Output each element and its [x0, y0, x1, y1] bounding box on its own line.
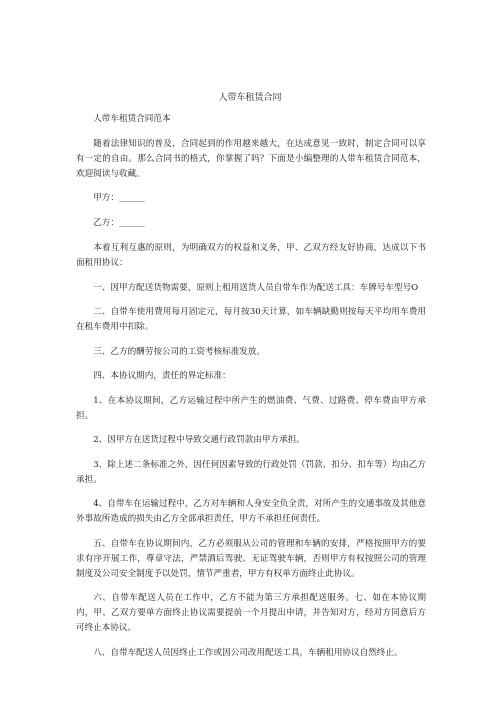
paragraph-item-1: 1、在本协议期间，乙方运输过程中所产生的燃油费、气费、过路费、停车费由甲方承担。: [76, 395, 426, 421]
paragraph-item-2: 2、因甲方在送货过程中导致交通行政罚款由甲方承担。: [93, 435, 305, 445]
paragraph-clause-3: 三、乙方的酬劳按公司的工资考核标准发放。: [93, 346, 266, 357]
paragraph-clause-8: 八、自带车配送人员因终止工作或因公司改用配送工具，车辆租用协议自然终止。: [93, 647, 403, 658]
document-body: [76, 112, 426, 670]
paragraph-clause-6-7: 六、自带车配送人员在工作中，乙方不能为第三方承担配送服务。七、如在本协议期内，甲、乙双方要单方面终止协议需要提前一个月提出申请，并告知对方，经对方同意后方可终止本协议。: [76, 593, 426, 633]
paragraph-intro: 随着法律知识的普及，合同起到的作用越来越大，在达成意见一致时，制定合同可以享有一定的自由。那么合同书的格式，你掌握了吗？下面是小编整理的人带车租赁合同范本，欢迎阅读与收藏。: [76, 138, 426, 179]
paragraph-clause-1: 一、因甲方配送货物需要，原则上租用送货人员自带车作为配送工具：车牌号车型号O: [93, 282, 419, 293]
paragraph-subtitle: 人带车租赁合同范本: [93, 114, 171, 124]
paragraph-clause-2: 二、自带车使用费用每月固定元，每月按30天计算，如车辆缺勤则按每天平均用车费用在租车费用中扣除。: [76, 307, 426, 332]
document-title: 人带车租赁合同: [218, 93, 282, 103]
paragraph-clause-5: 五、自带车在协议期间内，乙方必须服从公司的管理和车辆的安排，严格按照甲方的要求有序开展工作，尊章守法，严禁酒后驾驶、无证驾驶车辆，否则甲方有权按照公司的管理制度及公司安全制度予以处罚，情节严重者，甲方有权单方面终止此协议。: [76, 538, 426, 579]
paragraph-party-b: 乙方：______: [93, 218, 145, 228]
paragraph-item-3: 3、除上述二条标准之外，因任何因素导致的行政处罚（罚款、扣分、扣车等）均由乙方承担。: [76, 459, 426, 485]
paragraph-clause-4: 四、本协议期内，责任的界定标准：: [93, 371, 231, 381]
paragraph-party-a: 甲方：______: [93, 193, 145, 203]
paragraph-preamble: 本着互利互惠的原则，为明确双方的权益和义务，甲、乙双方经友好协商，达成以下书面租用协议：: [76, 243, 426, 268]
paragraph-item-4: 4、自带车在运输过程中，乙方对车辆和人身安全负全责，对所产生的交通事故及其他意外事故所造成的损失由乙方全部承担责任，甲方不承担任何责任。: [76, 499, 426, 524]
